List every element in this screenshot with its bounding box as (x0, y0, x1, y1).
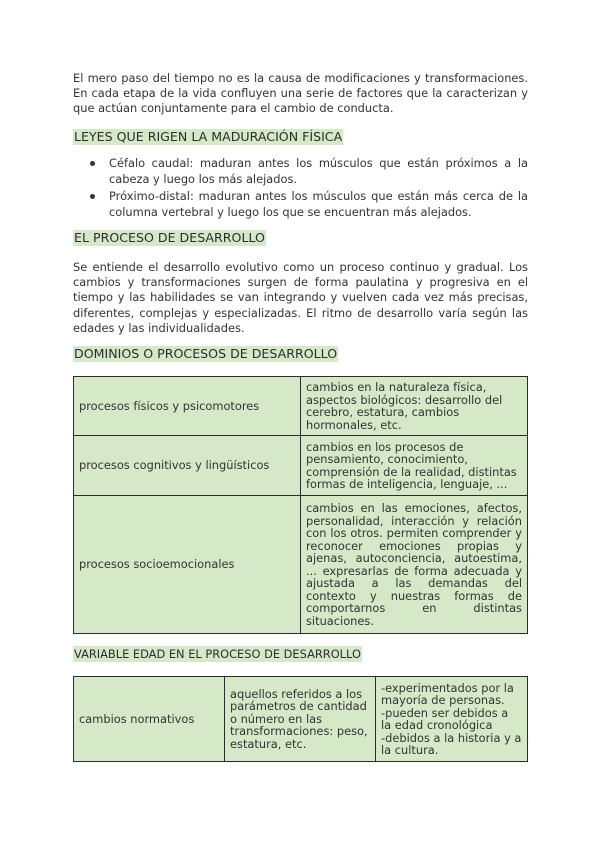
bullet-dot-icon (90, 194, 95, 199)
table-row (74, 377, 528, 436)
heading-dominios: DOMINIOS O PROCESOS DE DESARROLLO (74, 346, 338, 361)
definition-cell: aquellos referidos a los parámetros de cantidad o número en las transformaciones: peso, estatura, etc. (225, 677, 376, 762)
table-row (74, 436, 528, 496)
domain-cell: procesos cognitivos y lingüísticos (74, 436, 301, 496)
domain-cell: procesos socioemocionales (74, 496, 301, 634)
description-cell: cambios en los procesos de pensamiento, conocimiento, comprensión de la realidad, distintas formas de inteligencia, lenguaje, ... (301, 436, 528, 496)
maduracion-bullet-list (73, 155, 528, 221)
heading-proceso-desarrollo: EL PROCESO DE DESARROLLO (74, 230, 265, 245)
label-cell: cambios normativos (74, 677, 225, 762)
bullet-cefalo-caudal (73, 155, 528, 187)
desarrollo-paragraph: Se entiende el desarrollo evolutivo como un proceso continuo y gradual. Los cambios y transformaciones surgen de forma paulatina y progresiva en el tiempo y las habilidades se van integrando y vuelven cada vez más precisas, diferentes, complejas y especializadas. El ritmo de desarrollo varía según las edades y las individualidades. (73, 260, 528, 335)
bullet-proximo-distal (73, 188, 528, 220)
bullet-dot-icon (90, 161, 95, 166)
heading-maduracion-fisica: LEYES QUE RIGEN LA MADURACIÓN FÍSICA (74, 129, 343, 144)
notes-cell: -experimentados por la mayoría de personas. -pueden ser debidos a la edad cronológica -debidos a la historia y a la cultura. (376, 677, 528, 762)
table-row (74, 677, 528, 762)
variable-edad-table (73, 676, 528, 762)
bullet-text: Próximo-distal: maduran antes los músculos que están más cerca de la columna vertebral y luego los que se encuentran más alejados. (109, 189, 528, 219)
dominios-table (73, 376, 528, 634)
bullet-text: Céfalo caudal: maduran antes los músculos que están próximos a la cabeza y luego los más alejados. (109, 156, 528, 186)
table-row (74, 496, 528, 634)
intro-paragraph: El mero paso del tiempo no es la causa de modificaciones y transformaciones. En cada etapa de la vida confluyen una serie de factores que la caracterizan y que actúan conjuntamente para el cambio de conducta. (73, 71, 528, 115)
domain-cell: procesos físicos y psicomotores (74, 377, 301, 436)
description-cell: cambios en las emociones, afectos, personalidad, interacción y relación con los otros. permiten comprender y reconocer emociones propias y ajenas, autoconciencia, autoestima, ... expresarlas de forma adecuada y ajustada a las demandas del contexto y nuestras formas de comportarnos en distintas situaciones. (301, 496, 528, 634)
heading-variable-edad: VARIABLE EDAD EN EL PROCESO DE DESARROLLO (74, 647, 361, 661)
description-cell: cambios en la naturaleza física, aspectos biológicos: desarrollo del cerebro, estatura, cambios hormonales, etc. (301, 377, 528, 436)
